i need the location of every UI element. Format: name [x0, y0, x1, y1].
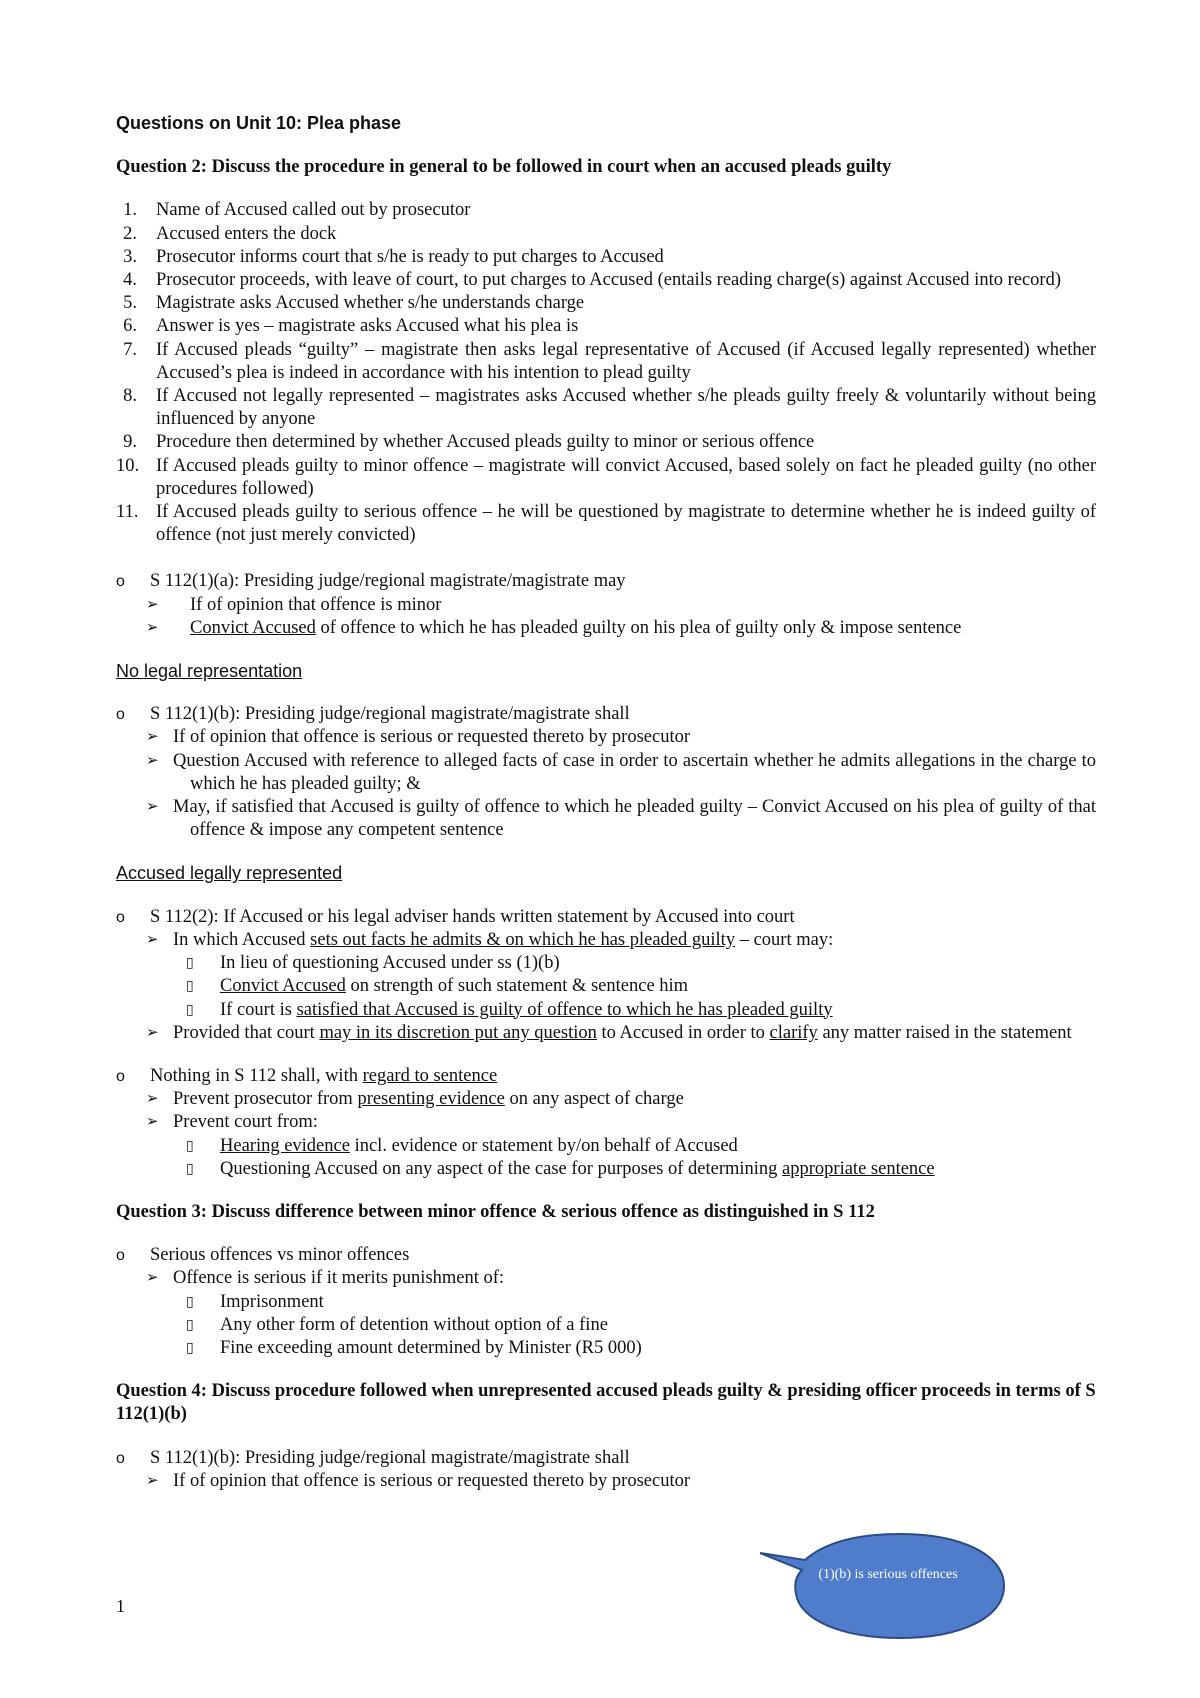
sub-item: ▯ Any other form of detention without option of a fine: [116, 1314, 1096, 1337]
speech-bubble-callout: [760, 1530, 1020, 1650]
bullet-item: ➢ In which Accused sets out facts he admits & on which he has pleaded guilty – court may:: [116, 929, 1096, 952]
q4-lead: o S 112(1)(b): Presiding judge/regional magistrate/magistrate shall: [116, 1447, 1096, 1470]
speech-bubble-shape: [760, 1534, 1004, 1638]
arrow-bullet-icon: ➢: [146, 1024, 159, 1041]
circle-bullet-icon: o: [116, 1449, 125, 1467]
page-title: Questions on Unit 10: Plea phase: [116, 113, 402, 133]
square-bullet-icon: ▯: [186, 1293, 194, 1310]
question-4-heading: Question 4: Discuss procedure followed when unrepresented accused pleads guilty & presiding officer proceeds in terms of S 112(1)(b): [116, 1381, 1096, 1425]
document-body: [116, 112, 1096, 1493]
bullet-item: ➢ If of opinion that offence is serious or requested thereto by prosecutor: [116, 726, 1096, 749]
list-item: 7. If Accused pleads “guilty” – magistrate then asks legal representative of Accused (if Accused legally represented) whether Accused’s plea is indeed in accordance with his intention to plead guilty: [123, 339, 1096, 383]
arrow-bullet-icon: ➢: [146, 619, 159, 636]
question-3-heading: Question 3: Discuss difference between minor offence & serious offence as distinguished in S 112: [116, 1201, 875, 1222]
question-2-heading: Question 2: Discuss the procedure in general to be followed in court when an accused pleads guilty: [116, 157, 892, 178]
bullet-item: ➢ Prevent prosecutor from presenting evidence on any aspect of charge: [116, 1088, 1096, 1111]
bullet-item: ➢ Question Accused with reference to alleged facts of case in order to ascertain whether he admits allegations in the charge to which he has pleaded guilty; &: [146, 750, 1096, 794]
list-item: 5. Magistrate asks Accused whether s/he understands charge: [123, 293, 585, 314]
list-item: 4. Prosecutor proceeds, with leave of court, to put charges to Accused (entails reading charge(s) against Accused into record): [123, 270, 1061, 291]
nothing-in-s112-lead: o Nothing in S 112 shall, with regard to sentence: [116, 1065, 1096, 1088]
square-bullet-icon: ▯: [186, 1160, 194, 1177]
square-bullet-icon: ▯: [186, 1137, 194, 1154]
circle-bullet-icon: o: [116, 706, 125, 724]
callout-text: (1)(b) is serious offences: [818, 1567, 958, 1582]
s112-1a-lead: o S 112(1)(a): Presiding judge/regional magistrate/magistrate may: [116, 570, 1096, 593]
list-item: 1. Name of Accused called out by prosecutor: [123, 200, 471, 221]
arrow-bullet-icon: ➢: [146, 729, 159, 746]
arrow-bullet-icon: ➢: [146, 1091, 159, 1108]
sub-item: ▯ Fine exceeding amount determined by Minister (R5 000): [116, 1337, 1096, 1360]
bullet-item: ➢ If of opinion that offence is serious or requested thereto by prosecutor: [116, 1470, 1096, 1493]
square-bullet-icon: ▯: [186, 978, 194, 995]
no-legal-representation-heading: No legal representation: [116, 661, 303, 682]
arrow-bullet-icon: ➢: [146, 931, 159, 948]
list-item: 6. Answer is yes – magistrate asks Accused what his plea is: [123, 316, 579, 337]
bullet-item: ➢ Provided that court may in its discretion put any question to Accused in order to clarify any matter raised in the statement: [116, 1022, 1096, 1045]
list-item: 9. Procedure then determined by whether Accused pleads guilty to minor or serious offence: [123, 432, 815, 453]
sub-item: ▯ Questioning Accused on any aspect of the case for purposes of determining appropriate sentence: [116, 1158, 1096, 1181]
list-item: 8. If Accused not legally represented – magistrates asks Accused whether s/he pleads guilty freely & voluntarily without being influenced by anyone: [123, 386, 1096, 430]
s112-2-lead: o S 112(2): If Accused or his legal adviser hands written statement by Accused into court: [116, 906, 1096, 929]
bullet-item: ➢ May, if satisfied that Accused is guilty of offence to which he pleaded guilty – Convict Accused on his plea of guilty of that offence & impose any competent sentence: [146, 797, 1096, 841]
bullet-item: ➢ Offence is serious if it merits punishment of:: [116, 1267, 1096, 1290]
circle-bullet-icon: o: [116, 1247, 125, 1265]
list-item: 10. If Accused pleads guilty to minor offence – magistrate will convict Accused, based solely on fact he pleaded guilty (no other procedures followed): [116, 455, 1096, 499]
sub-item: ▯ In lieu of questioning Accused under ss (1)(b): [116, 952, 1096, 975]
legally-represented-heading: Accused legally represented: [116, 863, 343, 884]
arrow-bullet-icon: ➢: [146, 1270, 159, 1287]
s112-1b-lead: o S 112(1)(b): Presiding judge/regional magistrate/magistrate shall: [116, 703, 1096, 726]
square-bullet-icon: ▯: [186, 1001, 194, 1018]
square-bullet-icon: ▯: [186, 1316, 194, 1333]
page-number: 1: [116, 1596, 125, 1616]
bullet-item: ➢ Prevent court from:: [116, 1111, 1096, 1134]
arrow-bullet-icon: ➢: [146, 1472, 159, 1489]
arrow-bullet-icon: ➢: [146, 752, 159, 769]
circle-bullet-icon: o: [116, 1067, 125, 1085]
arrow-bullet-icon: ➢: [146, 596, 159, 613]
circle-bullet-icon: o: [116, 908, 125, 926]
q3-lead: o Serious offences vs minor offences: [116, 1244, 1096, 1267]
bullet-item: ➢ If of opinion that offence is minor: [116, 594, 1096, 617]
arrow-bullet-icon: ➢: [146, 1114, 159, 1131]
list-item: 3. Prosecutor informs court that s/he is ready to put charges to Accused: [123, 246, 664, 267]
bullet-item: ➢ Convict Accused of offence to which he has pleaded guilty on his plea of guilty only & impose sentence: [116, 617, 1096, 640]
list-item: 11. If Accused pleads guilty to serious offence – he will be questioned by magistrate to determine whether he is indeed guilty of offence (not just merely convicted): [116, 502, 1096, 546]
procedure-steps-list: [116, 199, 1096, 547]
list-item: 2. Accused enters the dock: [123, 223, 337, 244]
square-bullet-icon: ▯: [186, 955, 194, 972]
square-bullet-icon: ▯: [186, 1339, 194, 1356]
sub-item: ▯ Hearing evidence incl. evidence or statement by/on behalf of Accused: [116, 1135, 1096, 1158]
arrow-bullet-icon: ➢: [146, 799, 159, 816]
sub-item: ▯ Convict Accused on strength of such statement & sentence him: [116, 975, 1096, 998]
sub-item: ▯ If court is satisfied that Accused is guilty of offence to which he has pleaded guilty: [116, 999, 1096, 1022]
circle-bullet-icon: o: [116, 573, 125, 591]
sub-item: ▯ Imprisonment: [116, 1291, 1096, 1314]
